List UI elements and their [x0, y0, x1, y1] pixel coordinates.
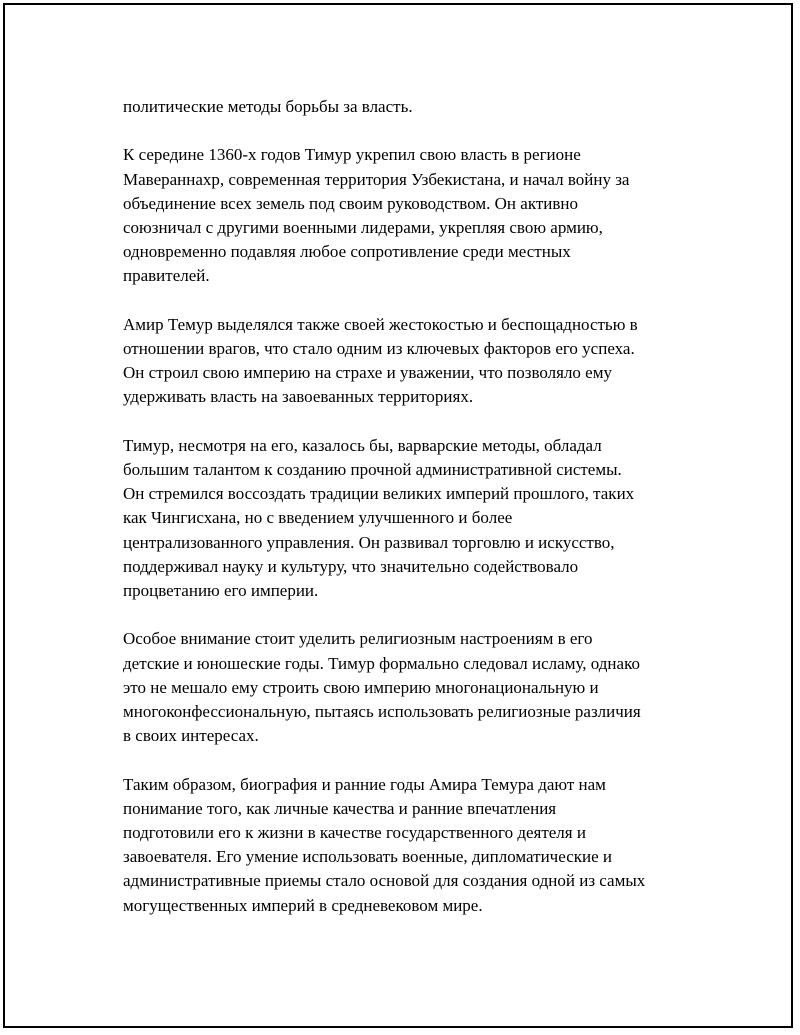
text-line: в своих интересах.: [123, 726, 259, 746]
text-line: удерживать власть на завоеванных территориях.: [123, 387, 474, 407]
text-line: объединение всех земель под своим руководством. Он активно: [123, 193, 579, 213]
text-line: Тимур, несмотря на его, казалось бы, варварские методы, обладал: [123, 435, 602, 455]
text-line: детские и юношеские годы. Тимур формально следовал исламу, однако: [123, 653, 640, 673]
text-line: многоконфессиональную, пытаясь использовать религиозные различия: [123, 702, 641, 722]
text-line: Амир Темур выделялся также своей жестокостью и беспощадностью в: [123, 314, 638, 334]
text-line: понимание того, как личные качества и ранние впечатления: [123, 798, 557, 818]
text-line: большим талантом к созданию прочной административной системы.: [123, 460, 622, 479]
paragraph: [123, 773, 695, 918]
page: [3, 3, 793, 1028]
text-line: К середине 1360-х годов Тимур укрепил свою власть в регионе: [123, 145, 581, 165]
paragraph: [123, 313, 695, 410]
text-line: поддерживал науку и культуру, что значительно содействовало: [123, 556, 579, 576]
text-line: отношении врагов, что стало одним из ключевых факторов его успеха.: [123, 339, 635, 358]
document-body: [123, 95, 695, 942]
text-line: одновременно подавляя любое сопротивление среди местных: [123, 242, 571, 262]
text-line: это не мешало ему строить свою империю многонациональную и: [123, 677, 599, 697]
paragraph: [123, 143, 695, 288]
text-line: Он стремился воссоздать традиции великих империй прошлого, таких: [123, 484, 635, 504]
paragraph: [123, 95, 695, 119]
text-line: политические методы борьбы за власть.: [123, 97, 413, 116]
paragraph: [123, 434, 695, 603]
text-line: завоевателя. Его умение использовать военные, дипломатические и: [123, 847, 612, 867]
text-line: процветанию его империи.: [123, 581, 319, 601]
text-line: Таким образом, биография и ранние годы Амира Темура дают нам: [123, 774, 606, 794]
text-line: Особое внимание стоит уделить религиозным настроениям в его: [123, 629, 593, 649]
text-line: могущественных империй в средневековом мире.: [123, 895, 483, 915]
text-line: Мавераннахр, современная территория Узбекистана, и начал войну за: [123, 169, 630, 189]
text-line: союзничал с другими военными лидерами, укрепляя свою армию,: [123, 218, 603, 237]
text-line: подготовили его к жизни в качестве государственного деятеля и: [123, 823, 586, 843]
text-line: как Чингисхана, но с введением улучшенного и более: [123, 508, 513, 528]
text-line: административные приемы стало основой для создания одной из самых: [123, 871, 646, 891]
paragraph: [123, 627, 695, 748]
text-line: централизованного управления. Он развивал торговлю и искусство,: [123, 532, 615, 552]
text-line: Он строил свою империю на страхе и уважении, что позволяло ему: [123, 363, 612, 383]
text-line: правителей.: [123, 266, 210, 286]
